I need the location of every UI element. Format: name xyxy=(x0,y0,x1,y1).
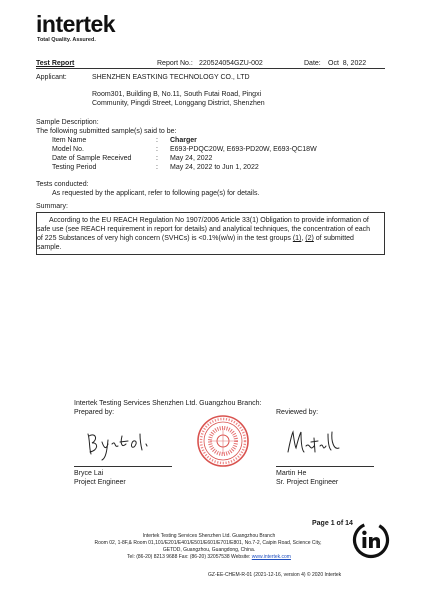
page-prefix: Page xyxy=(312,520,331,527)
summary-line3 xyxy=(37,234,354,243)
tests-heading: Tests conducted: xyxy=(36,181,89,188)
page-of: of xyxy=(334,520,346,527)
preparer-name: Bryce Lai xyxy=(74,470,104,477)
summary-line1: According to the EU REACH Regulation No 1907/2006 Article 33(1) Obligation to provide information of xyxy=(49,217,369,224)
date-received-label: Date of Sample Received xyxy=(52,155,132,162)
summary-line2: safe use (see REACH requirement in report for details) and analytical techniques, the concentration of each xyxy=(37,226,371,233)
prepared-signature-line xyxy=(74,466,172,467)
footer-city: GETDD, Guangzhou, Guangdong, China. xyxy=(162,547,256,553)
date-value: Oct 8, 2022 xyxy=(328,60,367,67)
website-link[interactable]: www.intertek.com xyxy=(251,554,291,560)
applicant-name: SHENZHEN EASTKING TECHNOLOGY CO., LTD xyxy=(92,74,250,81)
reviewed-by-label: Reviewed by: xyxy=(276,409,319,416)
preparer-title: Project Engineer xyxy=(74,479,126,486)
summary-line4: sample. xyxy=(37,244,62,251)
sample-intro: The following submitted sample(s) said to be: xyxy=(36,128,177,135)
intertek-seal xyxy=(196,414,250,468)
model-no-value: E693-PDQC20W, E693-PD20W, E693-QC18W xyxy=(170,146,317,153)
intertek-logo: intertek xyxy=(36,11,116,37)
bryce-lai-signature xyxy=(84,426,156,462)
martin-he-signature xyxy=(284,426,344,460)
page-current: 1 xyxy=(330,520,335,527)
reviewer-name: Martin He xyxy=(276,470,307,477)
report-no-value: 220524054GZU-002 xyxy=(199,60,263,67)
summary-comma: , xyxy=(301,235,306,242)
test-group-2-link[interactable]: (2) xyxy=(305,235,314,242)
test-group-1-link[interactable]: (1) xyxy=(292,235,302,242)
report-no-label: Report No.: xyxy=(157,60,193,67)
page-number xyxy=(312,519,353,528)
date-received-value: May 24, 2022 xyxy=(170,155,213,162)
header-rule xyxy=(36,68,385,69)
form-code: GZ-EE-CHEM-R-01 (2021-12-16, version 4) © 2020 Intertek xyxy=(208,572,342,578)
footer-address: Room 02, 1-8F,& Room 01,101/E201/E401/E501/E601/E701/E801, No.7-2, Caipin Road, Science City, xyxy=(94,540,322,546)
reviewed-signature-line xyxy=(276,466,374,467)
item-name-sep: : xyxy=(156,137,158,144)
applicant-label: Applicant: xyxy=(36,74,67,81)
applicant-address-line1: Room301, Building B, No.11, South Futai Road, Pingxi xyxy=(92,91,262,98)
page-total: 14 xyxy=(345,520,353,527)
testing-period-value: May 24, 2022 to Jun 1, 2022 xyxy=(170,164,259,171)
model-no-sep: : xyxy=(156,146,158,153)
reviewer-title: Sr. Project Engineer xyxy=(276,479,339,486)
footer-company: Intertek Testing Services Shenzhen Ltd. Guangzhou Branch xyxy=(142,533,276,539)
footer-tel-fax: Tel: (86-20) 8213 9688 Fax: (86-20) 32057538 Website: xyxy=(127,554,252,560)
date-received-sep: : xyxy=(156,155,158,162)
summary-heading: Summary: xyxy=(36,203,68,210)
prepared-by-label: Prepared by: xyxy=(74,409,115,416)
footer-contact xyxy=(74,554,344,561)
item-name-value: Charger xyxy=(170,137,197,144)
model-no-label: Model No. xyxy=(52,146,84,153)
date-label: Date: xyxy=(304,60,321,67)
testing-period-sep: : xyxy=(156,164,158,171)
testing-period-label: Testing Period xyxy=(52,164,97,171)
sample-heading: Sample Description: xyxy=(36,119,99,126)
applicant-address-line2: Community, Pingdi Street, Longgang District, Shenzhen xyxy=(92,100,265,107)
report-title: Test Report xyxy=(36,60,75,67)
tests-text: As requested by the applicant, refer to following page(s) for details. xyxy=(52,190,260,197)
logo-tagline: Total Quality. Assured. xyxy=(37,37,96,43)
summary-line3-text: of 225 Substances of very high concern (SVHCs) is <0.1%(w/w) in the test groups xyxy=(37,235,293,242)
intertek-in-badge-icon xyxy=(352,521,390,559)
issuing-company: Intertek Testing Services Shenzhen Ltd. Guangzhou Branch: xyxy=(74,400,262,407)
summary-line3-end: of submitted xyxy=(313,235,354,242)
item-name-label: Item Name xyxy=(52,137,87,144)
